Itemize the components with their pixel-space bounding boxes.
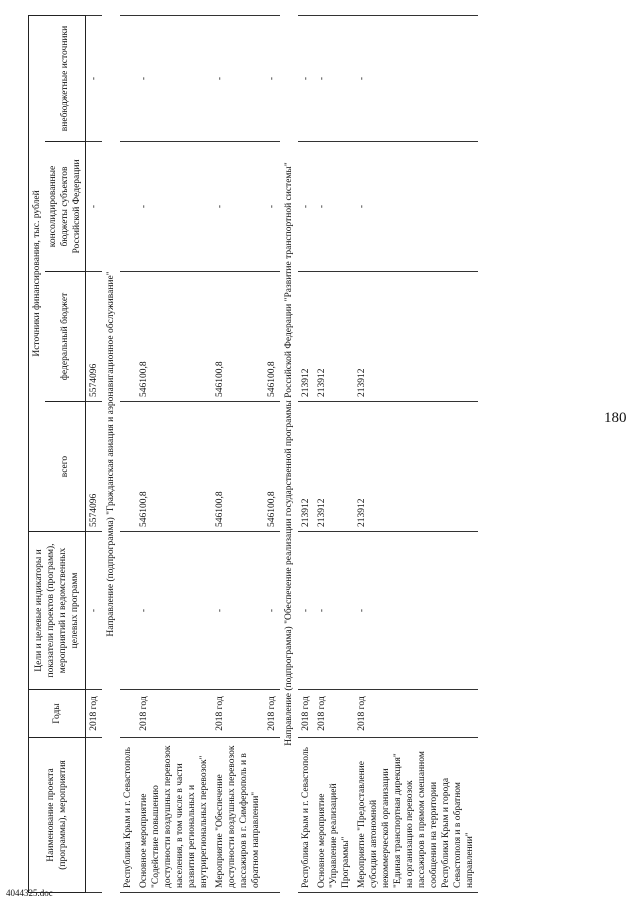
cell-extra: - <box>298 16 314 142</box>
cell-extra: - <box>314 16 354 142</box>
cell-extra: - <box>354 16 478 142</box>
cell-year: 2018 год <box>86 690 103 738</box>
cell-federal: 546100,8 <box>212 272 264 402</box>
cell-extra: - <box>136 16 212 142</box>
header-row <box>29 16 46 893</box>
cell-goal: - <box>136 532 212 690</box>
cell-regional: - <box>354 142 478 272</box>
cell-total: 213912 <box>354 402 478 532</box>
cell-regional: - <box>298 142 314 272</box>
header-regional: консолидированные бюджеты субъектов Российской Федерации <box>45 142 86 272</box>
cell-name <box>86 738 103 893</box>
section-title: Направление (подпрограмма) "Гражданская авиация и аэронавигационное обслуживание" <box>106 271 116 637</box>
table-row <box>212 16 264 893</box>
table-row <box>120 16 136 893</box>
page-number: 180 <box>604 410 627 426</box>
cell-federal: 546100,8 <box>264 272 280 402</box>
cell-goal: - <box>86 532 103 690</box>
cell-extra: - <box>86 16 103 142</box>
cell-total: 213912 <box>314 402 354 532</box>
cell-name: Республика Крым и г. Севастополь <box>120 738 136 893</box>
cell-total: 546100,8 <box>212 402 264 532</box>
header-extra: внебюджетные источники <box>45 16 86 142</box>
header-federal: федеральный бюджет <box>45 272 86 402</box>
section-title: Направление (подпрограмма) "Обеспечение реализации государственной программы Российской Федерации "Развитие транспортной системы" <box>284 162 294 746</box>
cell-goal: - <box>354 532 478 690</box>
cell-name: Основное мероприятие "Содействие повышению доступности воздушных перевозок населения, в том числе в части развития региональных и внутрирегиональных перевозок" <box>136 738 212 893</box>
cell-total: 213912 <box>298 402 314 532</box>
cell-total: 546100,8 <box>136 402 212 532</box>
cell-year: 2018 год <box>298 690 314 738</box>
cell-regional: - <box>212 142 264 272</box>
table-row <box>136 16 212 893</box>
cell-federal: 213912 <box>354 272 478 402</box>
cell-name: Республика Крым и г. Севастополь <box>298 738 314 893</box>
section-row <box>102 16 120 893</box>
header-name: Наименование проекта (программы), мероприятия <box>29 738 86 893</box>
financing-table <box>28 15 478 893</box>
document-code: 4044325.doc <box>6 888 53 898</box>
section-row <box>280 16 298 893</box>
cell-name <box>264 738 280 893</box>
cell-name: Основное мероприятие "Управление реализацией Программы" <box>314 738 354 893</box>
cell-name: Мероприятие "Обеспечение доступности воздушных перевозок пассажиров в г. Симферополь и в обратном направлении" <box>212 738 264 893</box>
cell-total: 546100,8 <box>264 402 280 532</box>
header-goals: Цели и целевые индикаторы и показатели проектов (программ), мероприятий и ведомственных целевых программ <box>29 532 86 690</box>
cell-goal: - <box>298 532 314 690</box>
cell-federal: 5574096 <box>86 272 103 402</box>
cell-year: 2018 год <box>264 690 280 738</box>
header-years: Годы <box>29 690 86 738</box>
table-row <box>354 16 478 893</box>
cell-year: 2018 год <box>314 690 354 738</box>
cell-year: 2018 год <box>354 690 478 738</box>
cell-goal: - <box>264 532 280 690</box>
table-row <box>298 16 314 893</box>
cell-regional: - <box>86 142 103 272</box>
cell-extra: - <box>212 16 264 142</box>
cell-name: Мероприятие "Предоставление субсидии автономной некоммерческой организации "Единая транспортная дирекция" на организацию перевозок пассажиров в прямом смешанном сообщении на территории Республики Крым и города Севастополя и в обратном направлении" <box>354 738 478 893</box>
cell-regional: - <box>136 142 212 272</box>
cell-year: 2018 год <box>212 690 264 738</box>
cell-year: 2018 год <box>136 690 212 738</box>
table-row <box>264 16 280 893</box>
cell-regional: - <box>264 142 280 272</box>
cell-federal: 213912 <box>298 272 314 402</box>
header-financing: Источники финансирования, тыс. рублей <box>29 16 46 532</box>
cell-goal: - <box>212 532 264 690</box>
cell-extra: - <box>264 16 280 142</box>
cell-regional: - <box>314 142 354 272</box>
cell-federal: 213912 <box>314 272 354 402</box>
cell-federal: 546100,8 <box>136 272 212 402</box>
header-total: всего <box>45 402 86 532</box>
cell-total: 5574096 <box>86 402 103 532</box>
cell-goal: - <box>314 532 354 690</box>
table-row <box>86 16 103 893</box>
table-row <box>314 16 354 893</box>
